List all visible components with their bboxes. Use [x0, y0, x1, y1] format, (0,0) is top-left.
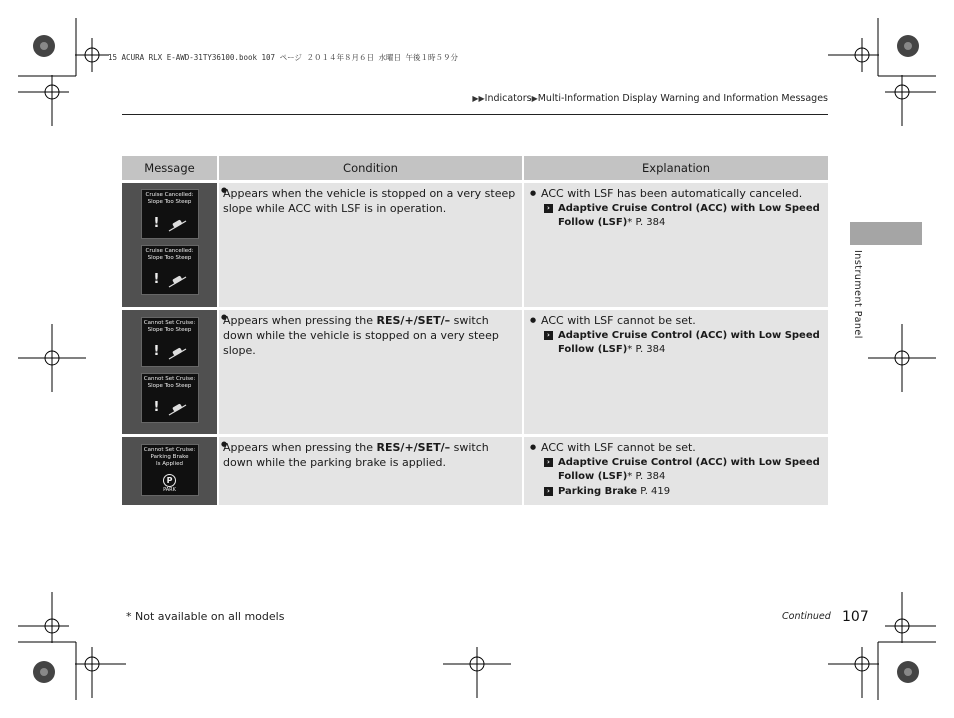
display-screen	[141, 245, 199, 295]
cross-reference-link[interactable]	[528, 456, 822, 484]
reference-title: Adaptive Cruise Control (ACC) with Low Speed Follow (LSF)	[558, 457, 820, 482]
display-text: Cannot Set Cruise: Parking Brake Is Applied	[143, 447, 196, 467]
reference-page: * P. 384	[627, 217, 666, 228]
breadcrumb-arrows: ▶▶	[472, 94, 485, 103]
condition-text-post: switch down while the vehicle is stopped on a very steep slope.	[223, 314, 499, 357]
chapter-tab	[850, 222, 922, 245]
display-text: Cruise Cancelled: Slope Too Steep	[145, 192, 194, 205]
display-screen	[141, 373, 199, 423]
display-text: Cruise Cancelled: Slope Too Steep	[145, 248, 194, 261]
warning-exclamation-icon: !	[153, 344, 160, 359]
reference-arrow-icon: ›	[544, 331, 553, 340]
explanation-cell	[524, 434, 828, 505]
display-screen	[141, 317, 199, 367]
steep-slope-car-icon	[168, 273, 188, 289]
header-explanation: Explanation	[524, 156, 828, 180]
footnote: * Not available on all models	[126, 610, 285, 623]
breadcrumb-section: Multi-Information Display Warning and Information Messages	[537, 93, 828, 104]
display-screen	[141, 189, 199, 239]
explanation-text: ● ACC with LSF cannot be set.	[528, 313, 822, 328]
reference-page: * P. 384	[627, 471, 666, 482]
reference-arrow-icon: ›	[544, 487, 553, 496]
header-condition: Condition	[219, 156, 524, 180]
table-header-row	[122, 156, 828, 180]
reference-title: Parking Brake	[558, 486, 638, 497]
chapter-tab-label: Instrument Panel	[852, 250, 863, 339]
condition-text	[219, 310, 522, 358]
parking-brake-label: PARK	[163, 487, 176, 493]
message-cell	[122, 180, 219, 307]
reference-title: Adaptive Cruise Control (ACC) with Low Speed Follow (LSF)	[558, 330, 820, 355]
breadcrumb-indicators: Indicators	[484, 93, 532, 104]
explanation-cell	[524, 307, 828, 434]
reference-arrow-icon: ›	[544, 458, 553, 467]
table-row	[122, 434, 828, 505]
page-number: 107	[842, 609, 869, 625]
table-row	[122, 307, 828, 434]
reference-title: Adaptive Cruise Control (ACC) with Low Speed Follow (LSF)	[558, 203, 820, 228]
parking-brake-icon: P PARK	[142, 474, 198, 493]
warning-exclamation-icon: !	[153, 272, 160, 287]
condition-text	[219, 437, 522, 470]
steep-slope-car-icon	[168, 217, 188, 233]
explanation-text: ● ACC with LSF has been automatically canceled.	[528, 186, 822, 201]
explanation-cell	[524, 180, 828, 307]
condition-text: ● Appears when the vehicle is stopped on a very steep slope while ACC with LSF is in operation.	[219, 183, 522, 216]
condition-cell	[219, 307, 524, 434]
table-row	[122, 180, 828, 307]
continued-label: Continued	[782, 611, 831, 622]
switch-name: RES/+/SET/–	[376, 314, 451, 327]
condition-text-pre: Appears when pressing the	[223, 441, 377, 454]
crosshair-tl	[75, 38, 109, 72]
reference-page: P. 419	[637, 486, 671, 497]
warning-exclamation-icon: !	[153, 400, 160, 415]
display-text: Cannot Set Cruise: Slope Too Steep	[143, 376, 196, 389]
messages-table	[122, 156, 828, 505]
message-cell	[122, 434, 219, 505]
condition-text-pre: Appears when pressing the	[223, 314, 377, 327]
reference-page: * P. 384	[627, 344, 666, 355]
explanation-text: ● ACC with LSF cannot be set.	[528, 440, 822, 455]
message-cell	[122, 307, 219, 434]
condition-cell	[219, 180, 524, 307]
reference-arrow-icon: ›	[544, 204, 553, 213]
breadcrumb	[472, 93, 828, 104]
cross-reference-link[interactable]	[528, 485, 822, 499]
warning-exclamation-icon: !	[153, 216, 160, 231]
steep-slope-car-icon	[168, 345, 188, 361]
condition-cell	[219, 434, 524, 505]
condition-text-post: switch down while the parking brake is applied.	[223, 441, 489, 469]
header-rule	[122, 114, 828, 115]
display-screen	[141, 444, 199, 496]
cross-reference-link[interactable]	[528, 329, 822, 357]
display-text: Cannot Set Cruise: Slope Too Steep	[143, 320, 196, 333]
steep-slope-car-icon	[168, 401, 188, 417]
print-file-header: 15 ACURA RLX E-AWD-31TY36100.book 107 ページ ２０１４年８月６日 水曜日 午後１時５９分	[108, 53, 458, 62]
cross-reference-link[interactable]	[528, 202, 822, 230]
switch-name: RES/+/SET/–	[376, 441, 451, 454]
breadcrumb-separator: ▶	[531, 94, 538, 103]
header-message: Message	[122, 156, 219, 180]
